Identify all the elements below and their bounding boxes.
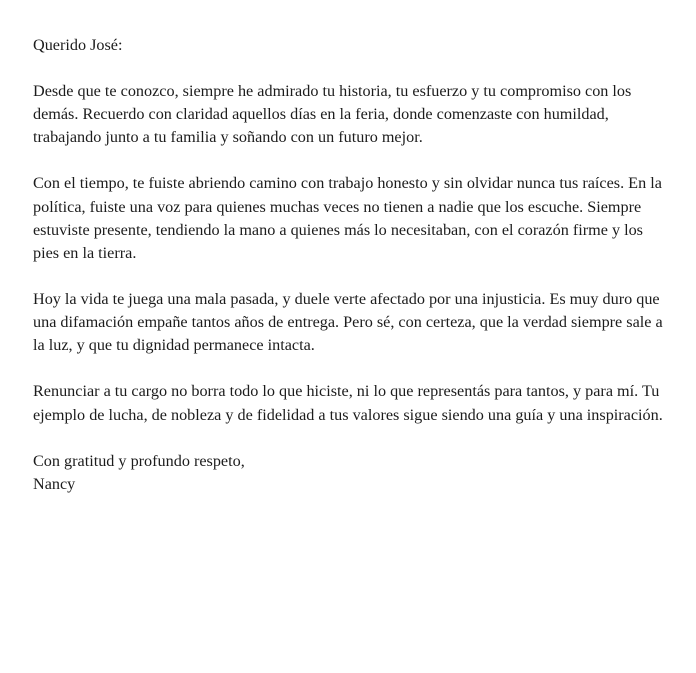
letter-paragraph-2: Con el tiempo, te fuiste abriendo camino con trabajo honesto y sin olvidar nunca tus raíces. En la política, fuiste una voz para quienes muchas veces no tienen a nadie que los escuche. Siempre estuviste presente, tendiendo la mano a quienes más lo necesitaban, con el corazón firme y los pies en la tierra. — [33, 174, 662, 263]
letter-greeting: Querido José: — [33, 36, 123, 54]
letter-closing: Con gratitud y profundo respeto, — [33, 451, 245, 470]
letter-signoff — [33, 450, 673, 496]
letter-signature: Nancy — [33, 474, 76, 493]
letter-body — [33, 34, 673, 496]
letter-paragraph-1: Desde que te conozco, siempre he admirado tu historia, tu esfuerzo y tu compromiso con los demás. Recuerdo con claridad aquellos días en la feria, donde comenzaste con humildad, trabajando junto a tu familia y soñando con un futuro mejor. — [33, 82, 632, 147]
letter-paragraph-4: Renunciar a tu cargo no borra todo lo que hiciste, ni lo que representás para tantos, y para mí. Tu ejemplo de lucha, de nobleza y de fidelidad a tus valores sigue siendo una guía y una inspiración. — [33, 382, 663, 424]
letter-paragraph-3: Hoy la vida te juega una mala pasada, y duele verte afectado por una injusticia. Es muy duro que una difamación empañe tantos años de entrega. Pero sé, con certeza, que la verdad siempre sale a la luz, y que tu dignidad permanece intacta. — [33, 290, 663, 355]
